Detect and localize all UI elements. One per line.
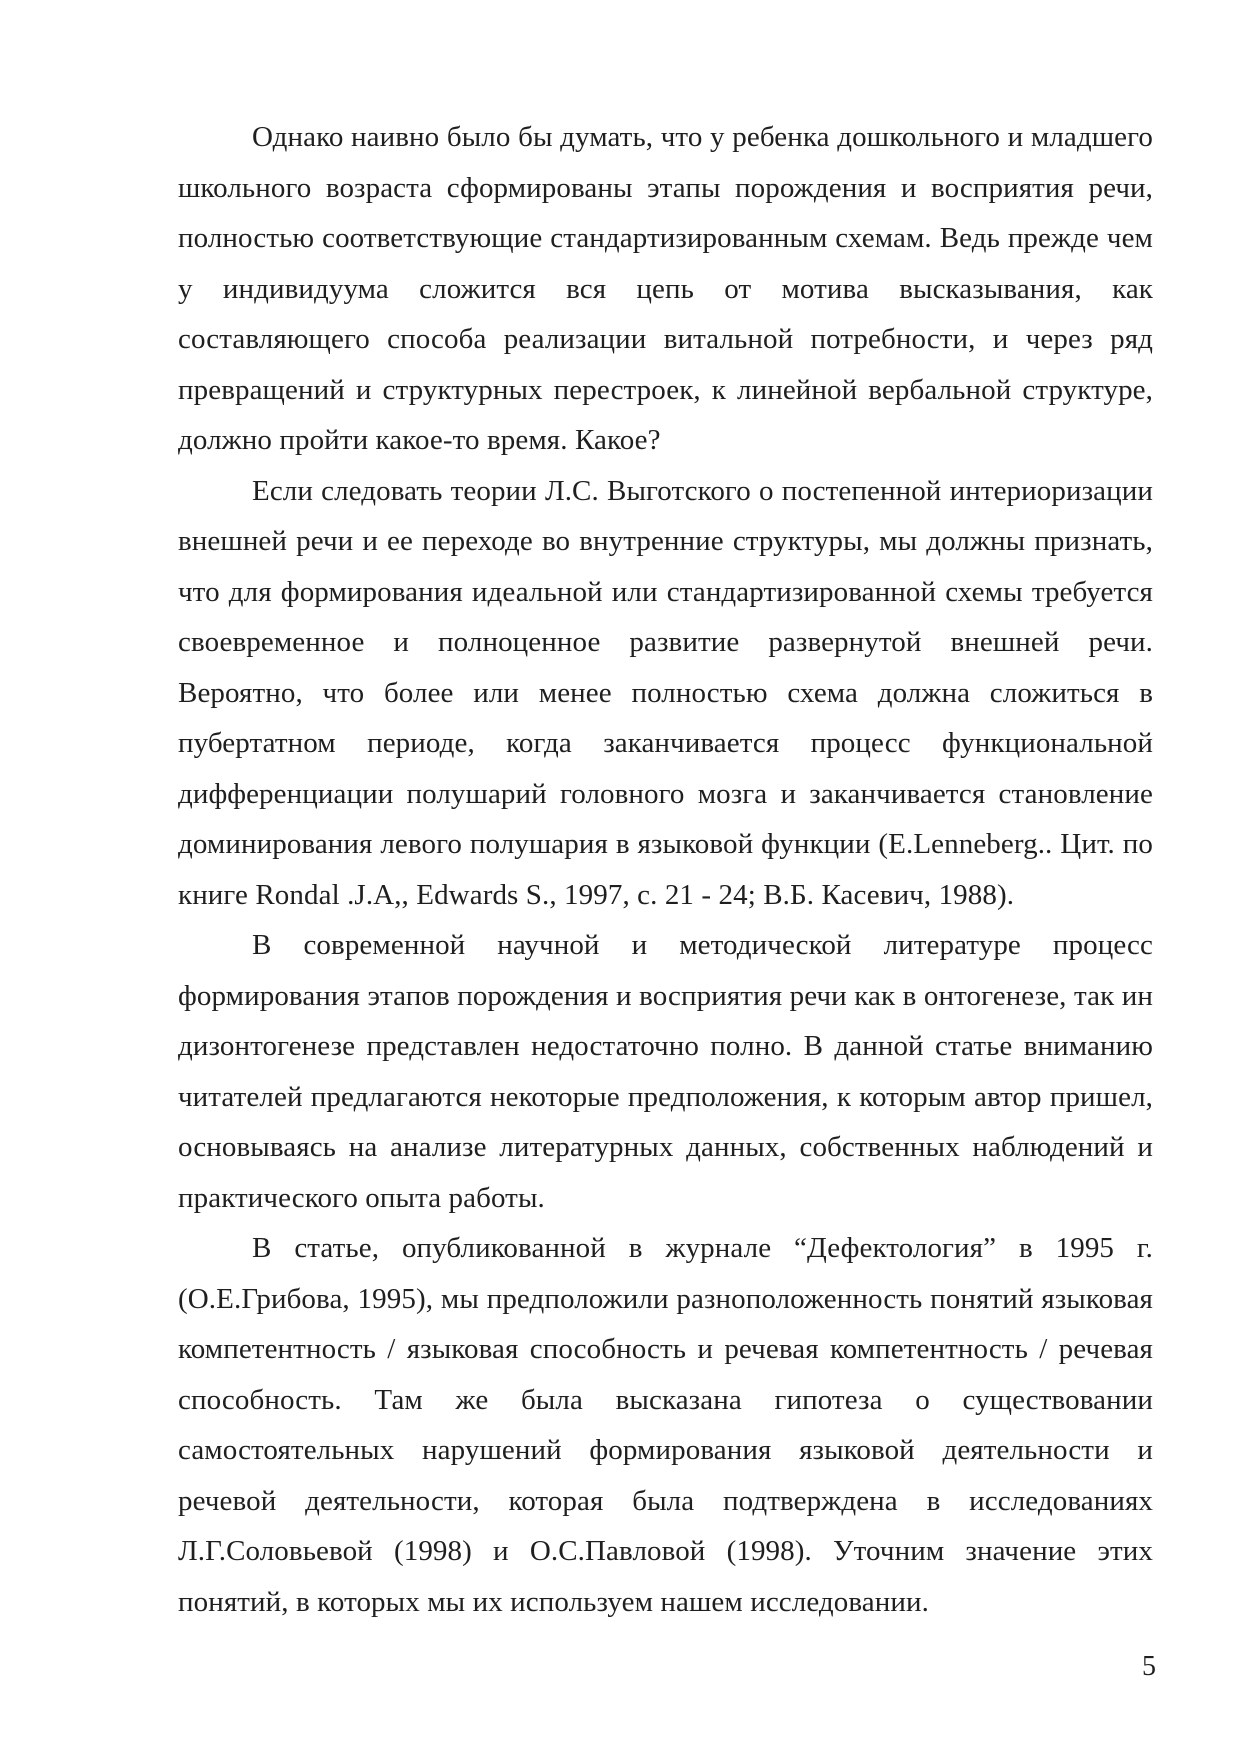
paragraph-1: Однако наивно было бы думать, что у ребенка дошкольного и младшего школьного возраста сформированы этапы порождения и восприятия речи, полностью соответствующие стандартизированным схемам. Ведь прежде чем у индивидуума сложится вся цепь от мотива высказывания, как составляющего способа реализации витальной потребности, и через ряд превращений и структурных перестроек, к линейной вербальной структуре, должно пройти какое-то время. Какое?	[178, 121, 1153, 456]
paragraph-2: Если следовать теории Л.С. Выготского о постепенной интериоризации внешней речи и ее переходе во внутренние структуры, мы должны признать, что для формирования идеальной или стандартизированной схемы требуется своевременное и полноценное развитие развернутой внешней речи. Вероятно, что более или менее полностью схема должна сложиться в пубертатном периоде, когда заканчивается процесс функциональной дифференциации полушарий головного мозга и заканчивается становление доминирования левого полушария в языковой функции (E.Lenneberg.. Цит. по книге Rondal .J.A,, Edwards S., 1997, с. 21 - 24; В.Б. Касевич, 1988).	[178, 474, 1153, 911]
paragraph-3: В современной научной и методической литературе процесс формирования этапов порождения и восприятия речи как в онтогенезе, так ин дизонтогенезе представлен недостаточно полно. В данной статье вниманию читателей предлагаются некоторые предположения, к которым автор пришел, основываясь на анализе литературных данных, собственных наблюдений и практического опыта работы.	[178, 929, 1153, 1214]
paragraph-4: В статье, опубликованной в журнале “Дефектология” в 1995 г. (О.Е.Грибова, 1995), мы предположили разноположенность понятий языковая компетентность / языковая способность и речевая компетентность / речевая способность. Там же была высказана гипотеза о существовании самостоятельных нарушений формирования языковой деятельности и речевой деятельности, которая была подтверждена в исследованиях Л.Г.Соловьевой (1998) и О.С.Павловой (1998). Уточним значение этих понятий, в которых мы их используем нашем исследовании.	[178, 1232, 1153, 1618]
document-body	[178, 112, 1153, 1627]
page-number: 5	[1142, 1651, 1156, 1682]
